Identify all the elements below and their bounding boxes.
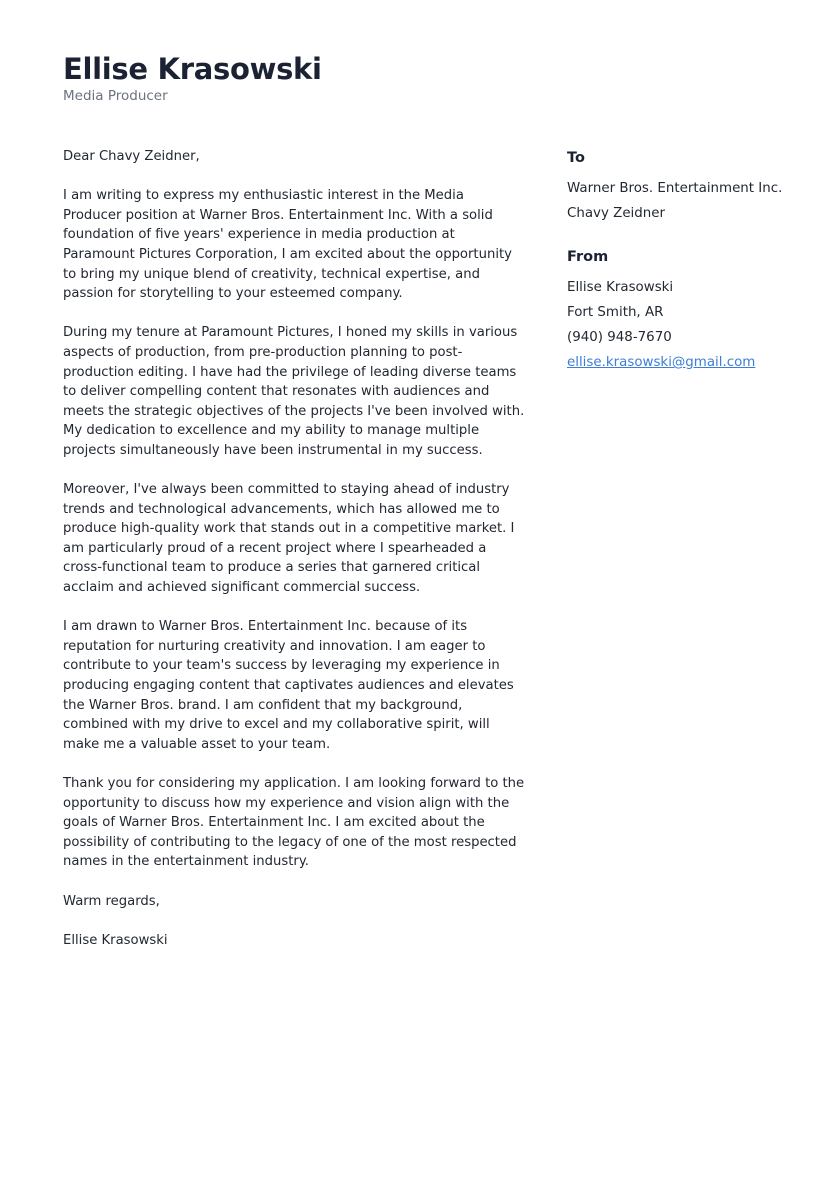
letter-body (63, 147, 526, 970)
sender-phone: (940) 948-7670 (567, 330, 672, 345)
sender-name: Ellise Krasowski (567, 280, 674, 295)
salutation: Dear Chavy Zeidner, (63, 149, 200, 164)
contact-sidebar (567, 148, 807, 396)
closing: Warm regards, (63, 893, 160, 909)
signature: Ellise Krasowski (63, 932, 168, 948)
letter-header (63, 51, 322, 105)
author-name: Ellise Krasowski (63, 52, 322, 86)
letter-paragraph-2: During my tenure at Paramount Pictures, I honed my skills in various aspects of production, from pre-production planning to post-production editing. I have had the privilege of leading diverse teams to deliver compelling content that resonates with audiences and meets the strategic objectives of the projects I've been involved with. My dedication to excellence and my ability to manage multiple projects simultaneously have been instrumental in my success. (63, 325, 525, 458)
sender-email-link[interactable]: ellise.krasowski@gmail.com (567, 355, 756, 370)
recipient-company: Warner Bros. Entertainment Inc. (567, 181, 783, 196)
letter-paragraph-4: I am drawn to Warner Bros. Entertainment Inc. because of its reputation for nurturing creativity and innovation. I am eager to contribute to your team's success by leveraging my experience in producing engaging content that captivates audiences and elevates the Warner Bros. brand. I am confident that my background, combined with my drive to excel and my collaborative spirit, will make me a valuable asset to your team. (63, 619, 514, 752)
sender-location: Fort Smith, AR (567, 305, 664, 320)
from-heading: From (567, 249, 609, 265)
to-heading: To (567, 150, 585, 166)
letter-paragraph-5: Thank you for considering my application. I am looking forward to the opportunity to discuss how my experience and vision align with the goals of Warner Bros. Entertainment Inc. I am excited about the possibility of contributing to the legacy of one of the most respected names in the entertainment industry. (63, 776, 525, 870)
letter-paragraph-1: I am writing to express my enthusiastic interest in the Media Producer position at Warner Bros. Entertainment Inc. With a solid foundation of five years' experience in media production at Paramount Pictures Corporation, I am excited about the opportunity to bring my unique blend of creativity, technical expertise, and passion for storytelling to your esteemed company. (63, 188, 512, 302)
from-section (567, 247, 807, 375)
letter-paragraph-3: Moreover, I've always been committed to staying ahead of industry trends and technological advancements, which has allowed me to produce high-quality work that stands out in a competitive market. I am particularly proud of a recent project where I spearheaded a cross-functional team to produce a series that garnered critical acclaim and achieved significant commercial success. (63, 482, 515, 596)
recipient-name: Chavy Zeidner (567, 206, 666, 221)
to-section (567, 148, 807, 226)
author-job-title: Media Producer (63, 88, 168, 104)
